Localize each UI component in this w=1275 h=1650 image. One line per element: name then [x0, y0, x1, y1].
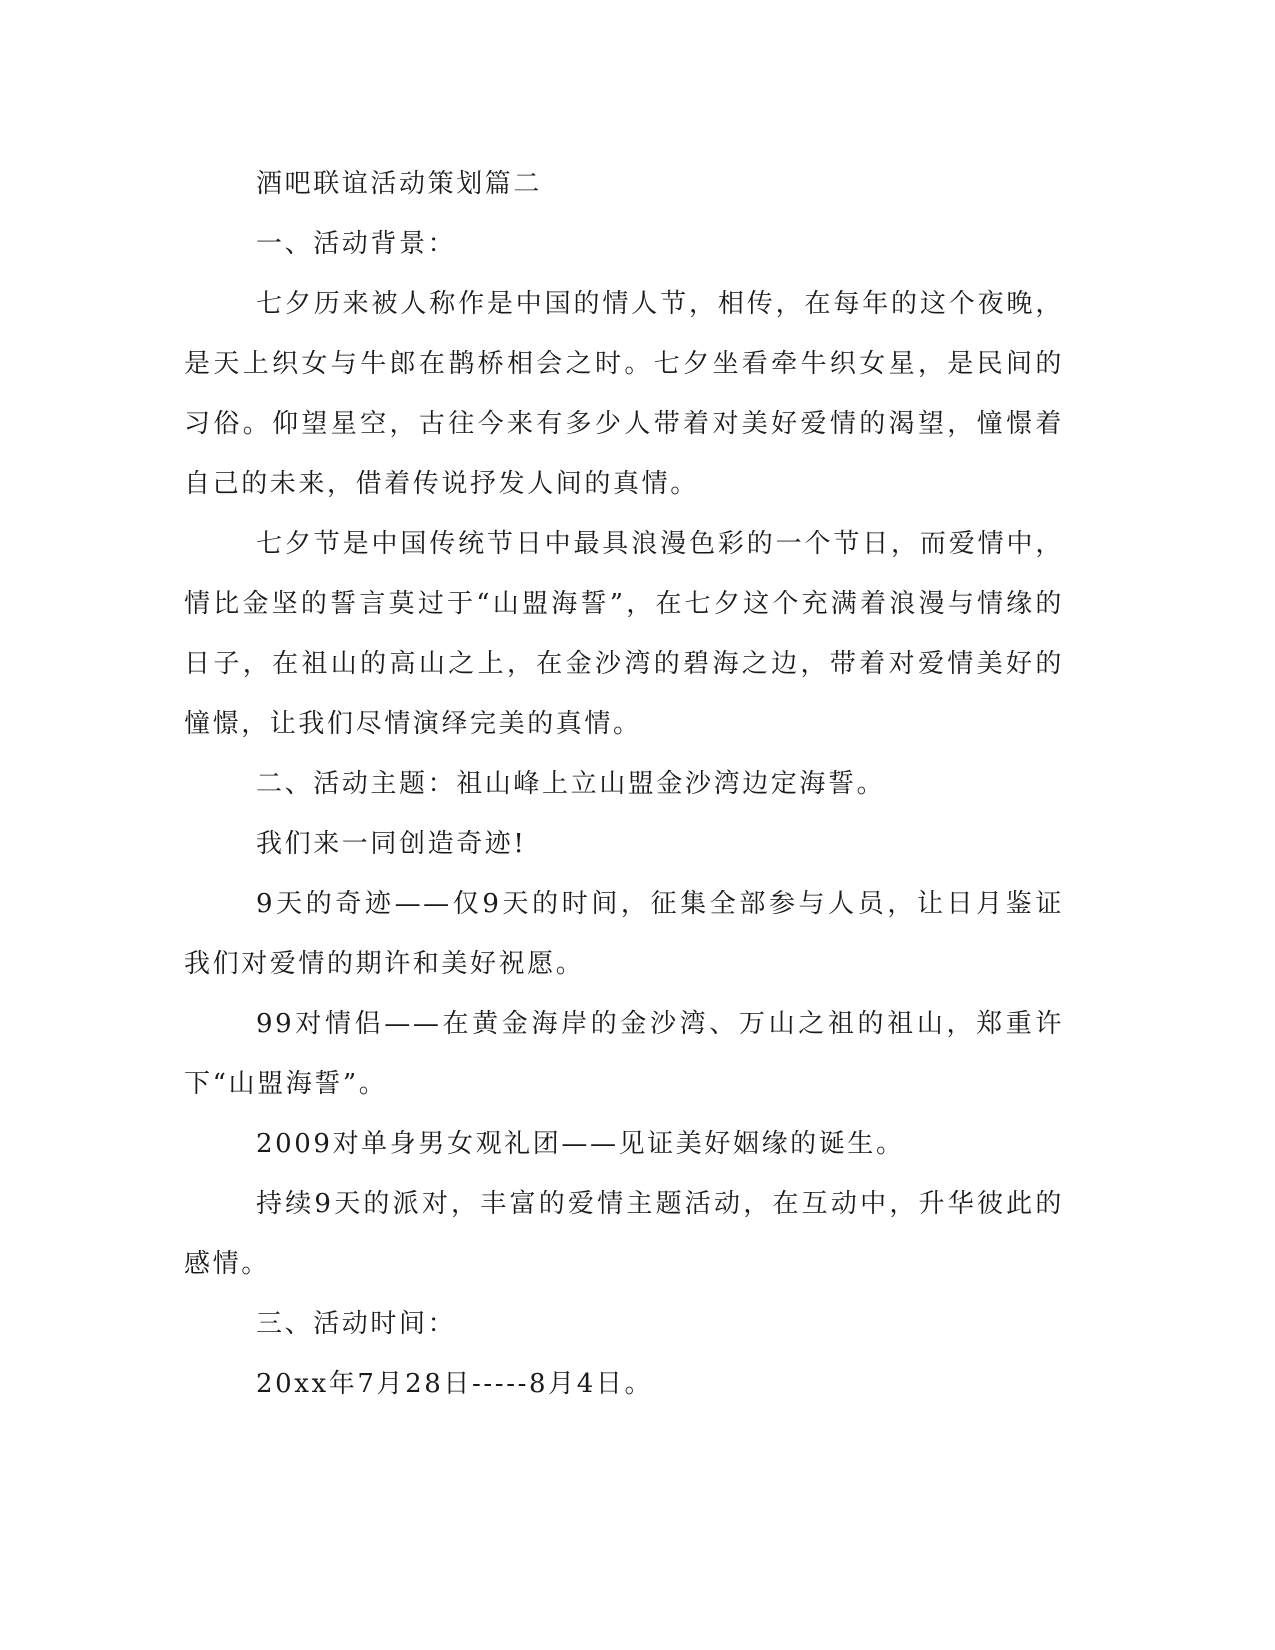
paragraph-nine-days: 9天的奇迹——仅9天的时间，征集全部参与人员，让日月鉴证我们对爱情的期许和美好祝愿。 — [184, 889, 1064, 979]
paragraph-qixi-legend: 七夕历来被人称作是中国的情人节，相传，在每年的这个夜晚，是天上织女与牛郎在鹊桥相会之时。七夕坐看牵牛织女星，是民间的习俗。仰望星空，古往今来有多少人带着对美好爱情的渴望，憧憬着自己的未来，借着传说抒发人间的真情。 — [184, 289, 1064, 499]
paragraph-singles: 2009对单身男女观礼团——见证美好姻缘的诞生。 — [256, 1129, 905, 1159]
paragraph-party: 持续9天的派对，丰富的爱情主题活动，在互动中，升华彼此的感情。 — [184, 1189, 1064, 1279]
paragraph-miracle: 我们来一同创造奇迹! — [256, 829, 527, 859]
section-heading-time: 三、活动时间： — [256, 1309, 457, 1339]
paragraph-qixi-romance: 七夕节是中国传统节日中最具浪漫色彩的一个节日，而爱情中，情比金坚的誓言莫过于“山盟海誓”，在七夕这个充满着浪漫与情缘的日子，在祖山的高山之上，在金沙湾的碧海之边，带着对爱情美好的憧憬，让我们尽情演绎完美的真情。 — [184, 529, 1064, 739]
section-heading-background: 一、活动背景： — [256, 229, 457, 259]
document-page — [184, 154, 1064, 1414]
section-heading-theme: 二、活动主题：祖山峰上立山盟金沙湾边定海誓。 — [256, 769, 886, 799]
document-title: 酒吧联谊活动策划篇二 — [256, 169, 543, 199]
paragraph-couples: 99对情侣——在黄金海岸的金沙湾、万山之祖的祖山，郑重许下“山盟海誓”。 — [184, 1009, 1064, 1099]
paragraph-date-range: 20xx年7月28日-----8月4日。 — [256, 1369, 654, 1399]
